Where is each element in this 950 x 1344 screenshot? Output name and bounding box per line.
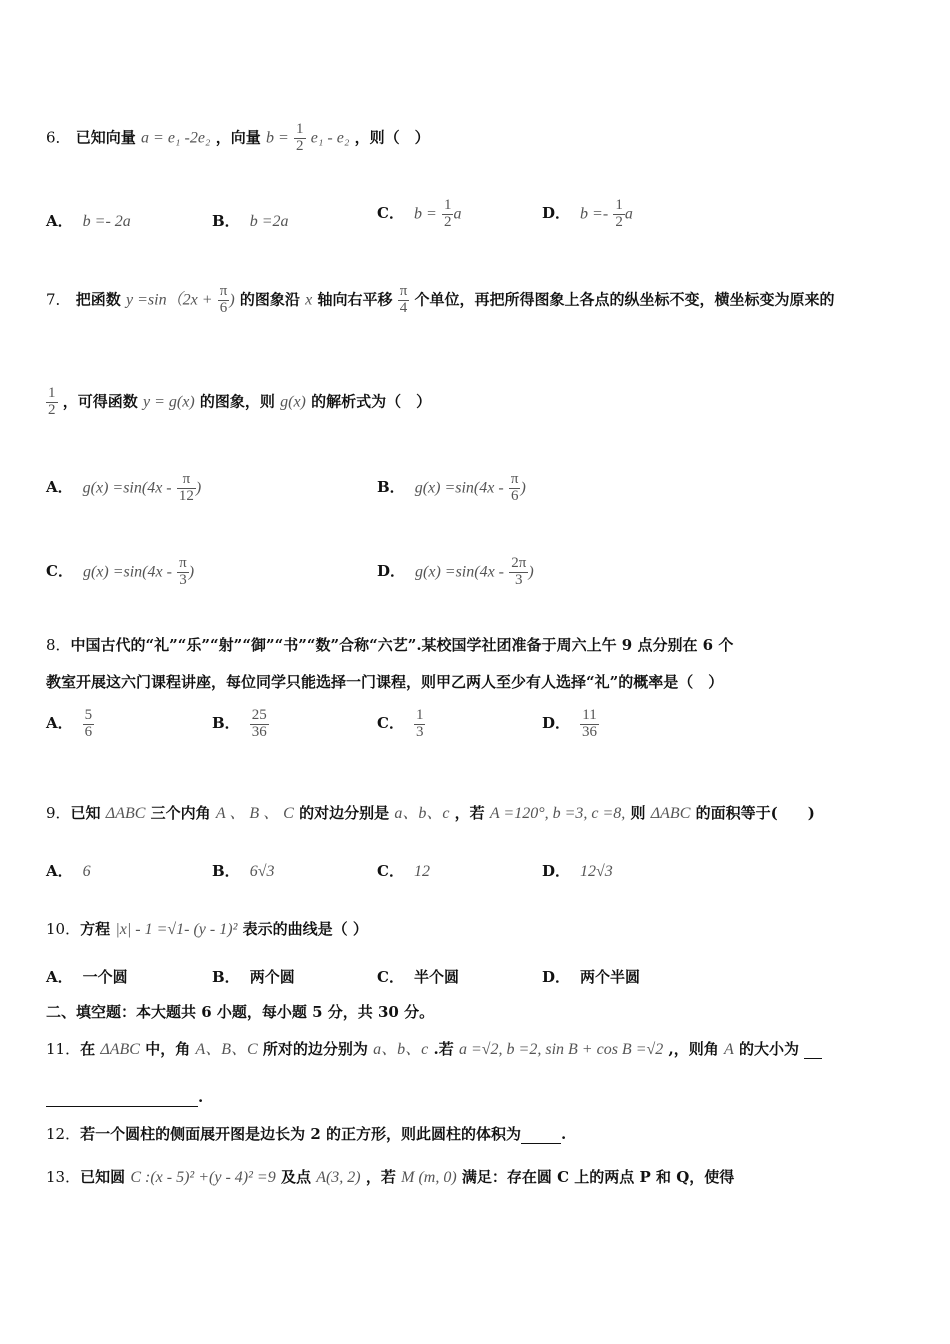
q10-stem [46,918,910,939]
q10-equation: |x| - 1 =√1- (y - 1)² [115,921,238,938]
q11-triangle: ΔABC [100,1041,140,1058]
q8-option-c[interactable]: C． $\frac{1}{3}$ [377,707,424,740]
section-heading-fill-in: 二、填空题：本大题共 6 小题，每小题 5 分，共 30 分。 [46,1003,435,1021]
q7-text-f: 的图象，则 [199,392,275,411]
q10-option-b[interactable]: B． 两个圆 [212,968,295,986]
q8-option-d[interactable]: D． $\frac{11}{36}$ [542,707,598,740]
q9-option-a[interactable]: A． 6 [46,862,91,880]
q11-text-e: ,，则角 [668,1040,719,1058]
q9-number: 9． [46,804,71,822]
q7-option-d[interactable]: D． g(x) =sin(4x - $\frac{2\pi}{3}$ ) [377,555,534,588]
q11-answer-blank-start[interactable] [804,1040,822,1059]
q9-text-e: 则 [630,804,646,822]
q13-point-m: M (m, 0) [401,1169,457,1186]
q7-func-fraction: $\frac{\pi}{6}$ [219,283,228,316]
q8-text-2: 教室开展这六门课程讲座，每位同学只能选择一门课程，则甲乙两人至少有人选择“礼”的概率是（ ） [46,673,724,691]
q12-tail: . [560,1125,567,1143]
q7-gx: g(x) [280,393,306,411]
q11-angles: A、B、C [195,1041,258,1058]
q13-text-c: ，若 [365,1168,396,1186]
q9-text-c: 的对边分别是 [299,804,390,822]
q9-condition: A =120°, b =3, c =8, [489,805,626,822]
q7-number: 7． [46,290,71,309]
q11-sides: a、b、c [373,1041,429,1058]
q11-angle-a: A [723,1041,734,1058]
q8-text-1: 中国古代的“礼”“乐”“射”“御”“书”“数”合称“六艺”.某校国学社团准备于周六上午 9 点分别在 6 个 [70,636,734,654]
q11-text-d: .若 [433,1040,454,1058]
q9-stem [46,800,910,823]
q13-text-b: 及点 [280,1168,311,1186]
q7-func-post: ) [229,291,235,309]
q13-text-a: 已知圆 [80,1168,126,1186]
q7-option-b[interactable]: B． g(x) =sin(4x - $\frac{\pi}{6}$ ) [377,471,526,504]
q9-option-c[interactable]: C． 12 [377,862,430,880]
q11-answer-line [46,1088,910,1107]
q9-triangle-2: ΔABC [650,805,691,822]
q7-half-fraction: $\frac{1}{2}$ [48,385,56,418]
q7-text-a: 把函数 [75,290,121,309]
q13-text-d: 满足：存在圆 C 上的两点 P 和 Q，使得 [461,1168,735,1186]
q7-stem-line2 [46,386,910,419]
q7-option-c[interactable]: C． g(x) =sin(4x - $\frac{\pi}{3}$ ) [46,555,195,588]
q6-vector-b-pre: b = [265,129,289,147]
q11-text-b: 中，角 [145,1040,191,1058]
q7-text-g: 的解析式为（ ） [311,392,432,411]
q10-number: 10． [46,920,81,938]
q12-answer-blank[interactable] [521,1125,561,1144]
q13-circle-equation: C :(x - 5)² +(y - 4)² =9 [130,1169,276,1186]
q6-option-d[interactable]: D． b =- $\frac{1}{2}$ a [542,197,633,230]
q8-stem-line1 [46,634,910,655]
q6-text-c: ，则（ ） [354,128,430,147]
q10-option-d[interactable]: D． 两个半圆 [542,968,641,986]
q8-number: 8． [46,636,71,654]
q10-text-b: 表示的曲线是（ ） [242,920,368,938]
q11-number: 11． [46,1040,81,1058]
q8-stem-line2 [46,671,910,692]
q7-text-b: 的图象沿 [239,290,300,309]
q7-option-a[interactable]: A． g(x) =sin(4x - $\frac{\pi}{12}$ ) [46,471,202,504]
q6-option-c[interactable]: C． b = $\frac{1}{2}$ a [377,197,462,230]
q7-axis: x [305,291,313,309]
q7-text-e: ，可得函数 [62,392,138,411]
q6-option-a[interactable]: A． b =- 2a [46,212,131,230]
q11-tail: . [198,1088,204,1106]
q9-option-b[interactable]: B． 6√3 [212,862,275,880]
q12-stem [46,1123,910,1144]
q10-option-c[interactable]: C． 半个圆 [377,968,459,986]
q9-sides: a、b、c [394,805,450,822]
q9-text-b: 三个内角 [150,804,211,822]
q9-text-f: 的面积等于( ) [695,804,815,822]
q7-gfunc: y = g(x) [142,393,195,411]
q6-vector-b-fraction: $\frac{1}{2}$ [296,121,304,154]
q10-text-a: 方程 [80,920,111,938]
q9-text-d: ，若 [454,804,485,822]
q13-point-a: A(3, 2) [316,1169,361,1186]
q9-triangle: ΔABC [105,805,146,822]
q6-vector-b-post: e₁ - e₂ [310,129,350,147]
q6-number: 6． [46,128,71,147]
q6-option-b[interactable]: B． b =2a [212,212,289,230]
q12-number: 12． [46,1125,81,1143]
q13-stem [46,1166,910,1187]
q9-angles: A 、 B 、 C [215,805,294,822]
q6-stem [46,122,910,155]
q7-func-pre: y =sin（2x + [126,291,213,309]
q11-text-a: 在 [80,1040,96,1058]
q11-condition: a =√2, b =2, sin B + cos B =√2 [458,1041,664,1058]
q10-option-a[interactable]: A． 一个圆 [46,968,128,986]
q8-option-b[interactable]: B． $\frac{25}{36}$ [212,707,267,740]
q7-text-d: 个单位，再把所得图象上各点的纵坐标不变，横坐标变为原来的 [414,290,835,309]
q13-number: 13． [46,1168,81,1186]
q8-option-a[interactable]: A． $\frac{5}{6}$ [46,707,93,740]
q7-stem-line1 [46,284,910,317]
q6-text-b: ，向量 [215,128,261,147]
q7-shift-fraction: $\frac{\pi}{4}$ [399,283,408,316]
q6-vector-a: a = e₁ -2e₂ [141,129,211,147]
q7-text-c: 轴向右平移 [317,290,393,309]
q11-text-c: 所对的边分别为 [262,1040,368,1058]
q11-stem [46,1036,910,1059]
q9-text-a: 已知 [70,804,101,822]
q12-text: 若一个圆柱的侧面展开图是边长为 2 的正方形，则此圆柱的体积为 [80,1125,521,1143]
q9-option-d[interactable]: D． 12√3 [542,862,613,880]
q6-text-a: 已知向量 [75,128,136,147]
q11-text-f: 的大小为 [738,1040,799,1058]
q11-answer-blank[interactable] [46,1088,198,1107]
